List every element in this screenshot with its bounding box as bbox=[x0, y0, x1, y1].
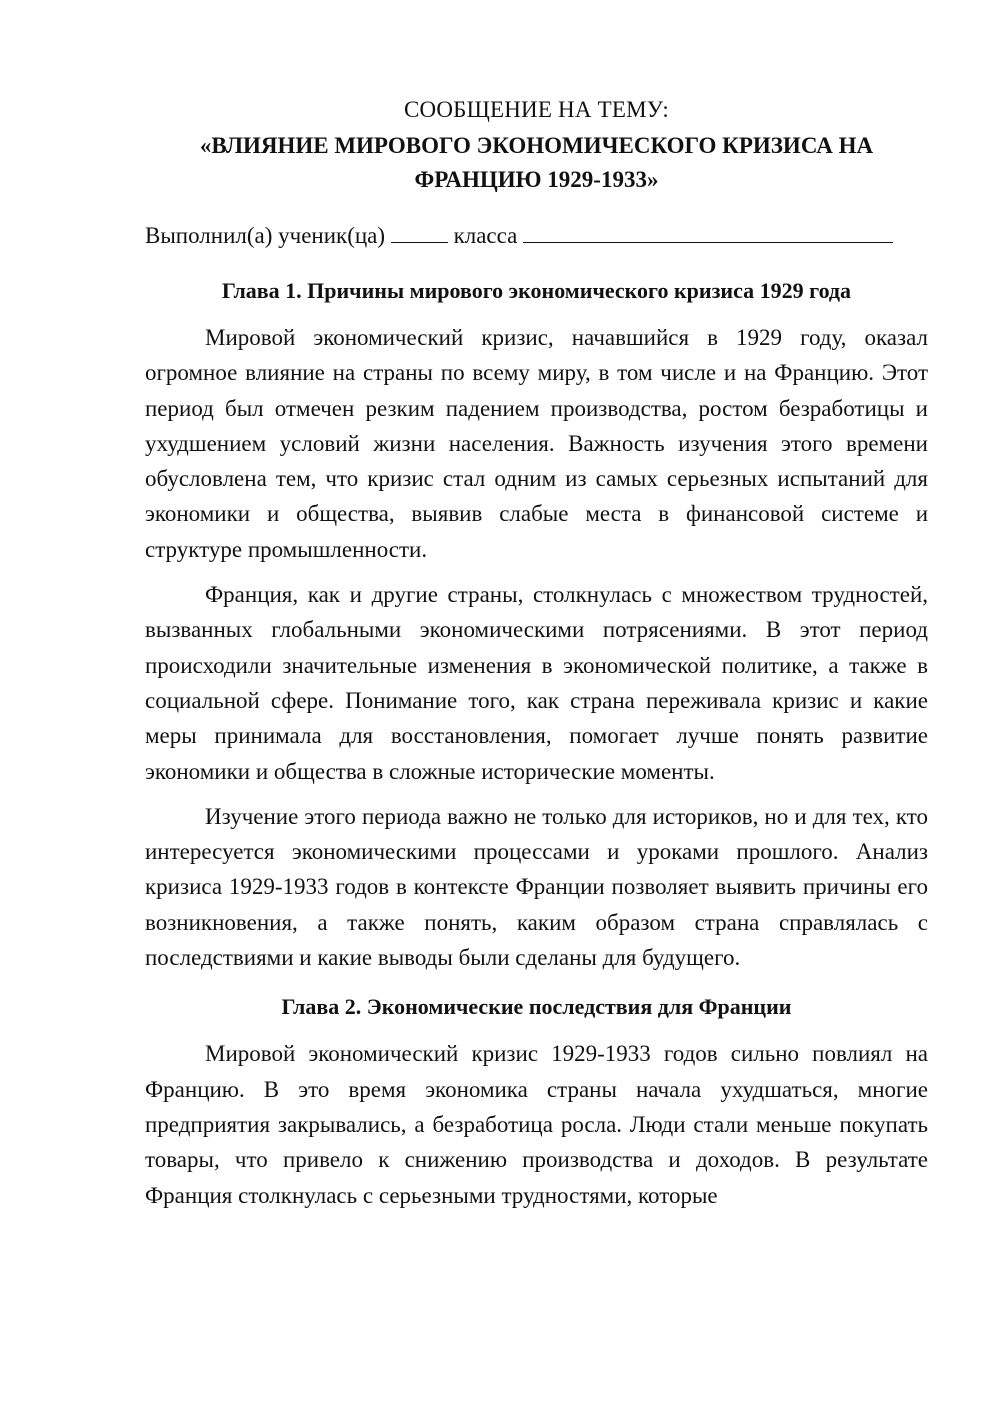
document-type-label: СООБЩЕНИЕ НА ТЕМУ: bbox=[404, 97, 669, 122]
chapter-1-paragraph-3: Изучение этого периода важно не только для историков, но и для тех, кто интересуется экономическими процессами и уроками прошлого. Анализ кризиса 1929-1933 годов в контексте Франции позволяет выявить причины его возникновения, а также понять, каким образом страна справлялась с последствиями и какие выводы были сделаны для будущего. bbox=[145, 803, 928, 971]
document-content bbox=[145, 92, 928, 1213]
chapter-1-paragraph-2: Франция, как и другие страны, столкнулась с множеством трудностей, вызванных глобальными экономическими потрясениями. В этот период происходили значительные изменения в экономической политике, а также в социальной сфере. Понимание того, как страна переживала кризис и какие меры принимала для восстановления, помогает лучше понять развитие экономики и общества в сложные исторические моменты. bbox=[145, 582, 928, 784]
student-name-blank bbox=[523, 218, 893, 243]
class-number-blank bbox=[391, 218, 448, 243]
chapter-2-title: Глава 2. Экономические последствия для Франции bbox=[281, 994, 792, 1020]
chapter-1-paragraph-1: Мировой экономический кризис, начавшийся в 1929 году, оказал огромное влияние на страны по всему миру, в том числе и на Францию. Этот период был отмечен резким падением производства, ростом безработицы и ухудшением условий жизни населения. Важность изучения этого времени обусловлена тем, что кризис стал одним из самых серьезных испытаний для экономики и общества, выявив слабые места в финансовой системе и структуре промышленности. bbox=[145, 325, 928, 562]
chapter-1-title: Глава 1. Причины мирового экономического кризиса 1929 года bbox=[221, 278, 852, 303]
document-title: «ВЛИЯНИЕ МИРОВОГО ЭКОНОМИЧЕСКОГО КРИЗИСА НА ФРАНЦИЮ 1929-1933» bbox=[199, 133, 874, 192]
chapter-2-paragraph-1: Мировой экономический кризис 1929-1933 годов сильно повлиял на Францию. В это время экономика страны начала ухудшаться, многие предприятия закрывались, а безработица росла. Люди стали меньше покупать товары, что привело к снижению производства и доходов. В результате Франция столкнулась с серьезными трудностями, которые bbox=[145, 1041, 928, 1208]
performed-by-label: Выполнил(а) ученик(ца) bbox=[145, 223, 386, 248]
author-signature-line bbox=[145, 218, 928, 253]
class-label: класса bbox=[453, 223, 518, 248]
